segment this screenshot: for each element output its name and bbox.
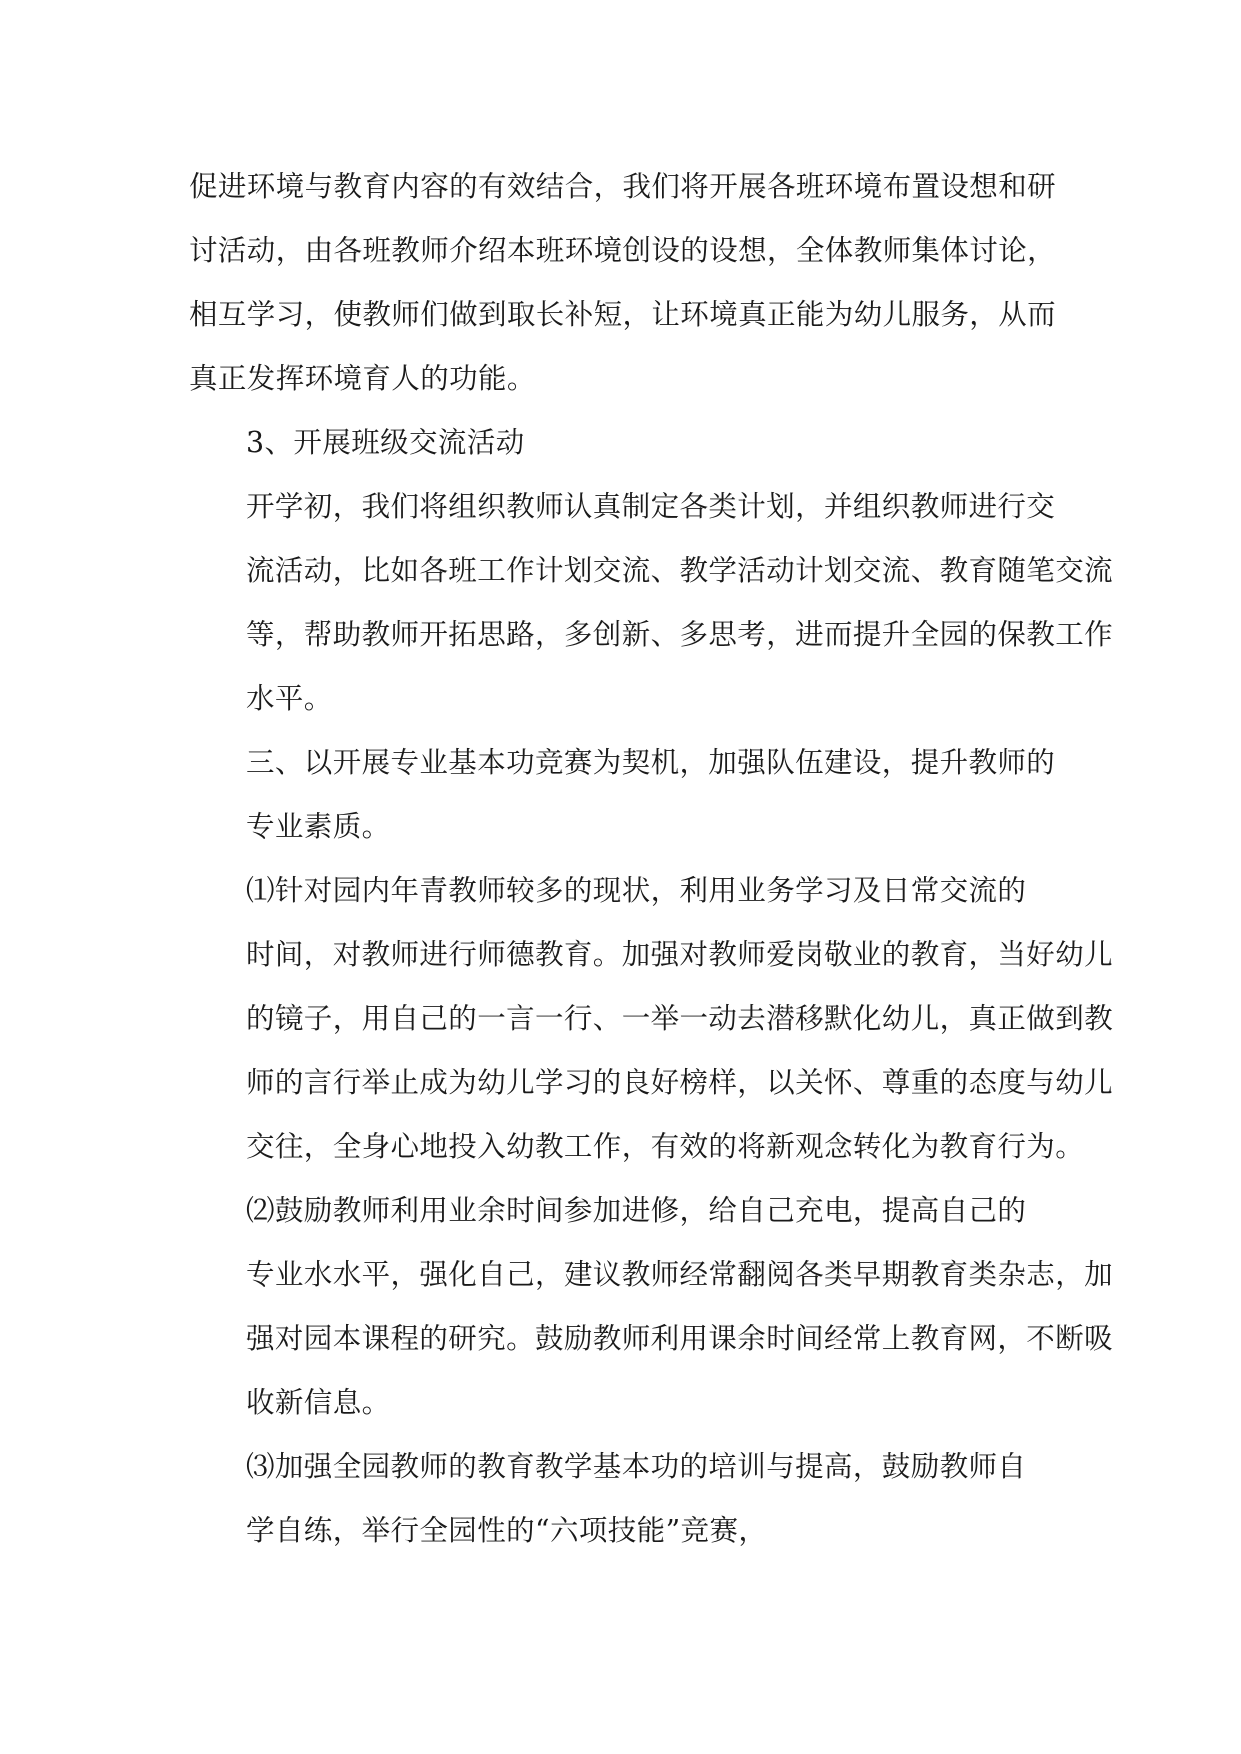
text-line: 开学初，我们将组织教师认真制定各类计划，并组织教师进行交	[246, 490, 1056, 523]
text-line: 相互学习，使教师们做到取长补短，让环境真正能为幼儿服务，从而	[189, 298, 1057, 331]
text-line: 促进环境与教育内容的有效结合，我们将开展各班环境布置设想和研	[189, 170, 1057, 203]
text-line: 学自练，举行全园性的“六项技能”竞赛，	[246, 1514, 768, 1547]
text-line: 师的言行举止成为幼儿学习的良好榜样，以关怀、尊重的态度与幼儿	[246, 1066, 1114, 1099]
text-line: 流活动，比如各班工作计划交流、教学活动计划交流、教育随笔交流	[246, 554, 1114, 587]
text-line: 强对园本课程的研究。鼓励教师利用课余时间经常上教育网，不断吸	[246, 1322, 1114, 1355]
section-heading-class-exchange	[189, 411, 1059, 475]
paragraph-item-2	[189, 1179, 1114, 1435]
text-line: ⑵鼓励教师利用业余时间参加进修，给自己充电，提高自己的	[246, 1194, 1027, 1227]
text-line: ⑶加强全园教师的教育教学基本功的培训与提高，鼓励教师自	[246, 1450, 1027, 1483]
text-line: 时间，对教师进行师德教育。加强对教师爱岗敬业的教育，当好幼儿	[246, 938, 1114, 971]
text-line: 专业素质。	[246, 810, 391, 843]
text-line: ⑴针对园内年青教师较多的现状，利用业务学习及日常交流的	[246, 874, 1027, 907]
section-heading-professional-skills	[189, 731, 1059, 859]
paragraph-environment-discussion	[189, 155, 1059, 411]
text-line: 真正发挥环境育人的功能。	[189, 362, 536, 395]
paragraph-item-3	[189, 1435, 1059, 1563]
text-line: 专业水水平，强化自己，建议教师经常翻阅各类早期教育类杂志，加	[246, 1258, 1114, 1291]
paragraph-class-exchange	[189, 475, 1114, 731]
document-body	[189, 155, 1114, 1563]
paragraph-item-1	[189, 859, 1114, 1179]
text-line: 讨活动，由各班教师介绍本班环境创设的设想，全体教师集体讨论，	[189, 234, 1057, 267]
text-line: 收新信息。	[246, 1386, 391, 1419]
text-line: 3、开展班级交流活动	[246, 426, 525, 459]
text-line: 三、以开展专业基本功竞赛为契机，加强队伍建设，提升教师的	[246, 746, 1056, 779]
text-line: 水平。	[246, 682, 333, 715]
text-line: 交往，全身心地投入幼教工作，有效的将新观念转化为教育行为。	[246, 1130, 1085, 1163]
text-line: 的镜子，用自己的一言一行、一举一动去潜移默化幼儿，真正做到教	[246, 1002, 1114, 1035]
text-line: 等，帮助教师开拓思路，多创新、多思考，进而提升全园的保教工作	[246, 618, 1114, 651]
